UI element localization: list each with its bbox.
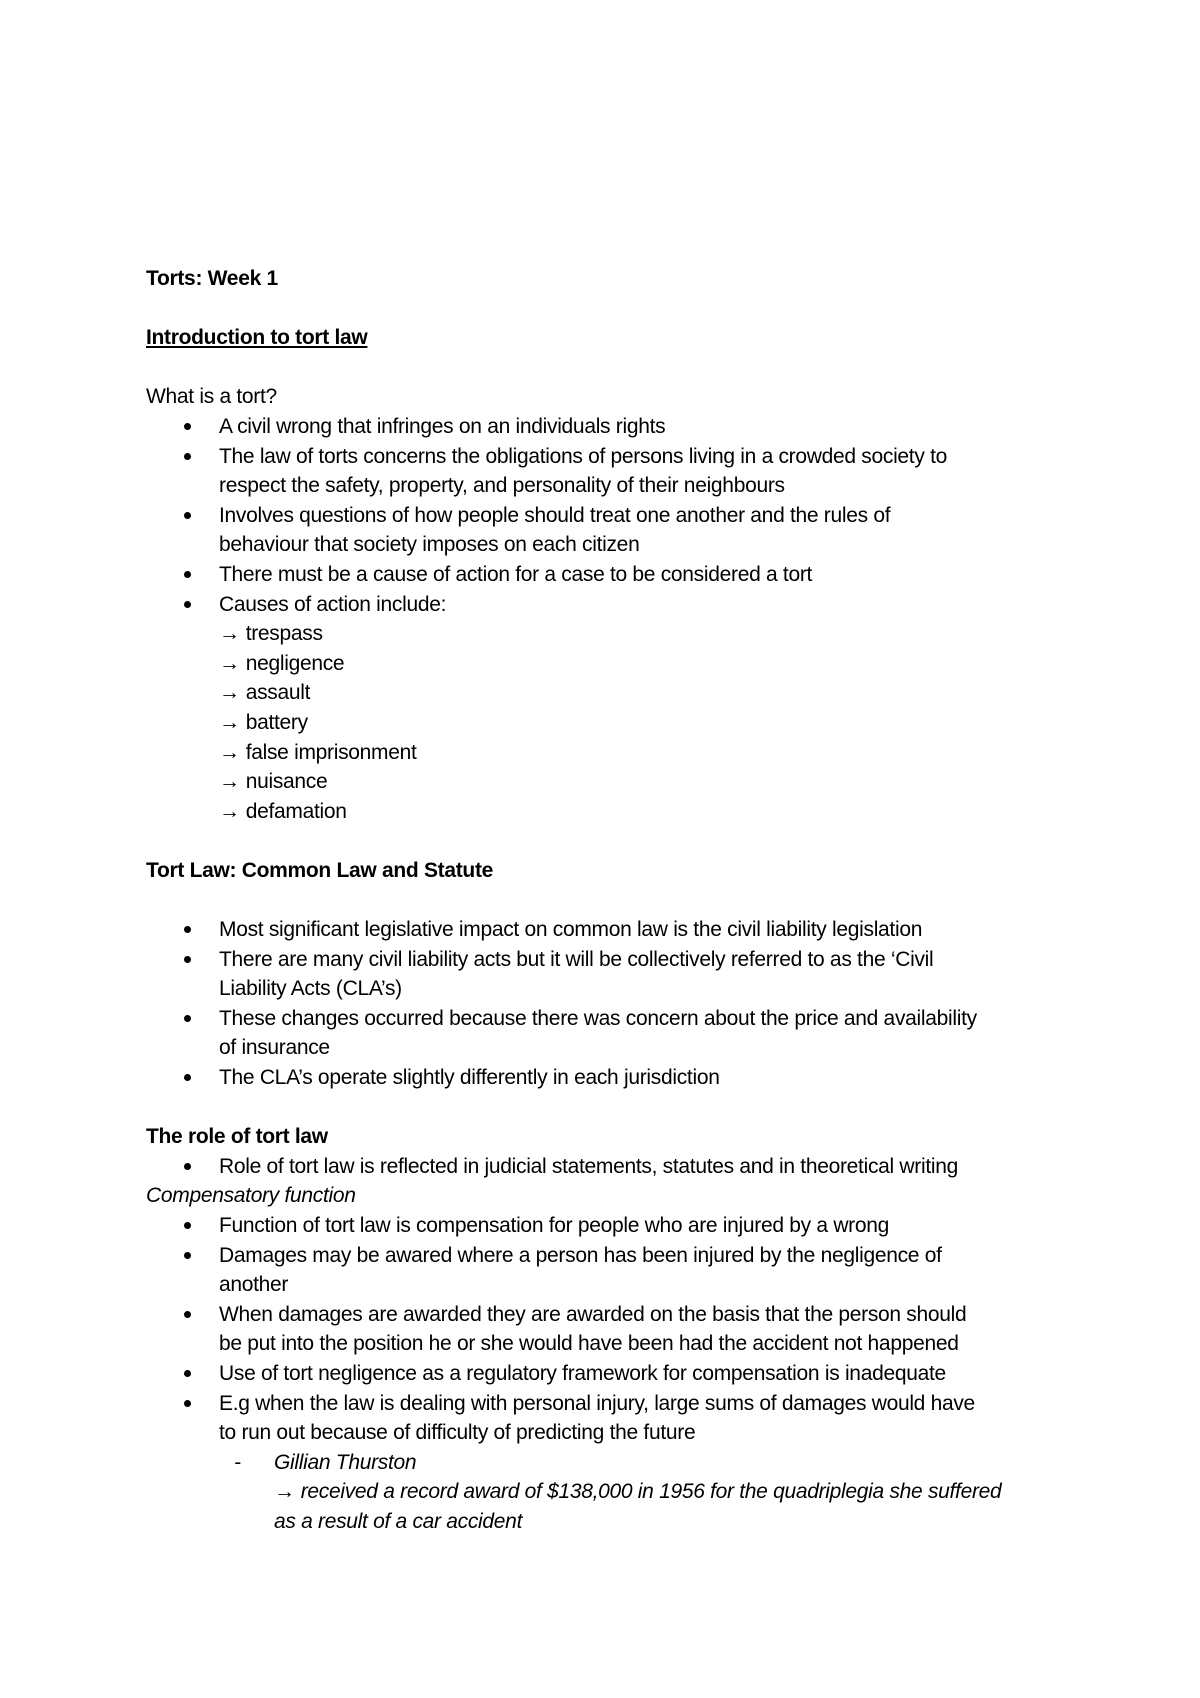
arrow-right-icon: → [219,651,240,675]
bullet-item: A civil wrong that infringes on an individuals rights [146,412,1066,442]
bullet-icon [184,1015,191,1022]
bullet-icon [184,512,191,519]
bullet-icon [184,1311,191,1318]
spacer [146,885,1066,915]
subheading-compensatory: Compensatory function [146,1184,356,1208]
bullet-item: Causes of action include: [146,590,1066,620]
bullet-icon [184,1400,191,1407]
arrow-right-icon: → [219,681,240,705]
section-heading-role: The role of tort law [146,1125,328,1149]
bullet-item: Use of tort negligence as a regulatory framework for compensation is inadequate [146,1359,1066,1389]
cause-item: → negligence [219,651,345,675]
bullet-continuation: Liability Acts (CLA’s) [219,977,402,1001]
arrow-right-icon: → [219,770,240,794]
bullet-item: Damages may be awared where a person has been injured by the negligence of [146,1241,1066,1271]
document-title: Torts: Week 1 [146,267,278,290]
case-name: Gillian Thurston [274,1450,417,1474]
bullet-item: Function of tort law is compensation for people who are injured by a wrong [146,1211,1066,1241]
case-detail-continuation: as a result of a car accident [274,1509,523,1533]
arrow-right-icon: → [274,1480,295,1504]
spacer [146,826,1066,856]
spacer [146,294,1066,324]
case-item [146,1448,1066,1478]
document-page [146,264,1066,1537]
bullet-icon [184,423,191,430]
dash-bullet-icon: - [234,1450,241,1474]
bullet-icon [184,571,191,578]
cause-item: → trespass [219,622,323,646]
spacer [146,1093,1066,1123]
arrow-right-icon: → [219,710,240,734]
cause-item: → assault [219,681,311,705]
bullet-icon [184,926,191,933]
bullet-icon [184,956,191,963]
bullet-icon [184,1222,191,1229]
bullet-item: E.g when the law is dealing with personal injury, large sums of damages would have [146,1389,1066,1419]
cause-item: → false imprisonment [219,740,417,764]
bullet-continuation: respect the safety, property, and personality of their neighbours [219,474,785,498]
cause-item: → nuisance [219,770,328,794]
bullet-icon [184,1252,191,1259]
bullet-item: Involves questions of how people should treat one another and the rules of [146,501,1066,531]
bullet-icon [184,1370,191,1377]
cause-item: → battery [219,710,308,734]
bullet-continuation: to run out because of difficulty of predicting the future [219,1421,696,1445]
bullet-icon [184,1074,191,1081]
bullet-item: Role of tort law is reflected in judicial statements, statutes and in theoretical writing [146,1152,1066,1182]
section-heading-statute: Tort Law: Common Law and Statute [146,858,494,882]
bullet-continuation: be put into the position he or she would have been had the accident not happened [219,1332,959,1356]
bullet-item: These changes occurred because there was concern about the price and availability [146,1004,1066,1034]
bullet-continuation: behaviour that society imposes on each citizen [219,533,640,557]
bullet-item: There must be a cause of action for a case to be considered a tort [146,560,1066,590]
section-heading-intro: Introduction to tort law [146,326,368,350]
arrow-right-icon: → [219,799,240,823]
case-detail: → received a record award of $138,000 in 1956 for the quadriplegia she suffered [274,1480,1002,1504]
bullet-item: Most significant legislative impact on common law is the civil liability legislation [146,915,1066,945]
bullet-continuation: of insurance [219,1036,330,1060]
arrow-right-icon: → [219,740,240,764]
question-text: What is a tort? [146,385,277,409]
bullet-icon [184,453,191,460]
bullet-item: When damages are awarded they are awarded on the basis that the person should [146,1300,1066,1330]
bullet-item: The law of torts concerns the obligations of persons living in a crowded society to [146,442,1066,472]
bullet-icon [184,1163,191,1170]
bullet-continuation: another [219,1273,289,1297]
arrow-right-icon: → [219,622,240,646]
spacer [146,353,1066,383]
bullet-item: There are many civil liability acts but it will be collectively referred to as the ‘Civil [146,945,1066,975]
bullet-item: The CLA’s operate slightly differently in each jurisdiction [146,1063,1066,1093]
bullet-icon [184,601,191,608]
cause-item: → defamation [219,799,347,823]
